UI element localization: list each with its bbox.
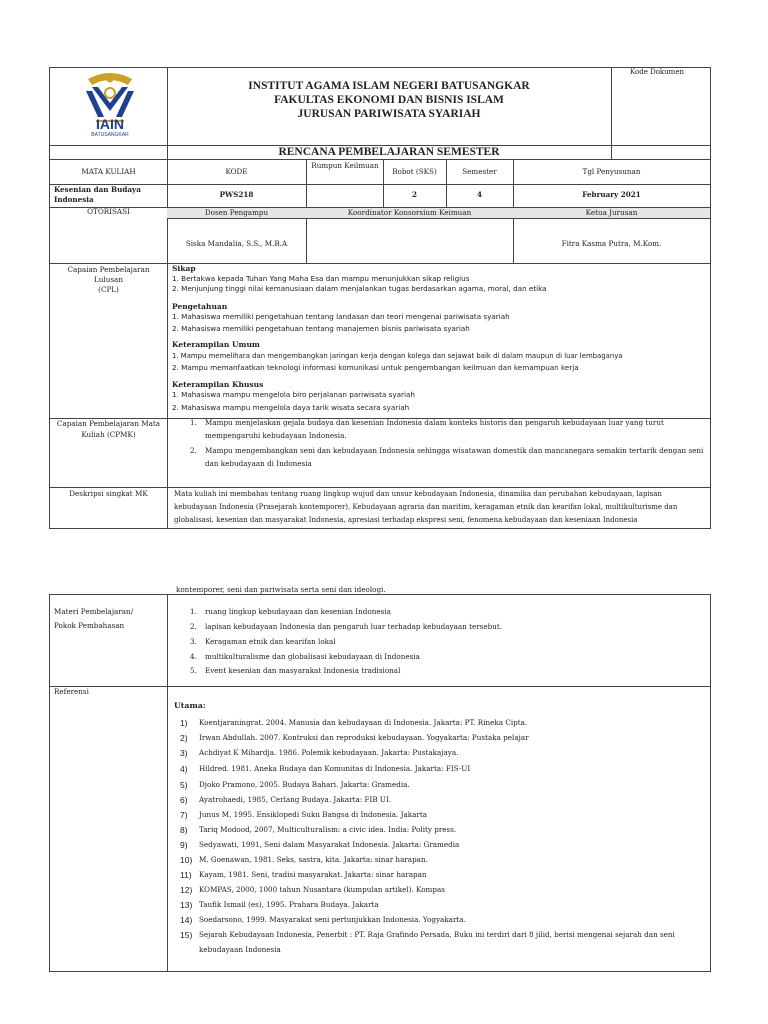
ref-4-num: 4) xyxy=(180,764,188,774)
ref-9-text: Sedyawati, 1991, Seni dalam Masyarakat Indonesia. Jakarta: Gramedia xyxy=(199,840,460,849)
materi-1-text: ruang lingkup kebudayaan dan kesenian Indonesia xyxy=(205,607,391,616)
materi-5-text: Event kesenian dan masyarakat Indonesia tradisional xyxy=(205,666,401,675)
ref-15-text-1: Sejarah Kebudayaan Indonesia, Penerbit : PT. Raja Grafindo Persada, Buku ini terdiri dari 8 jilid, berisi mengenai sejarah dan seni xyxy=(199,930,675,939)
course-code: PWS218 xyxy=(219,190,254,199)
ref-14-num: 14) xyxy=(180,915,193,925)
th-bobot: Bobot (SKS) xyxy=(392,167,437,176)
th-semester: Semester xyxy=(462,167,497,176)
page-2 xyxy=(49,594,711,972)
deskripsi-line-1: Mata kuliah ini membahas tentang ruang lingkup wujud dan unsur kebudayaan Indonesia, dinamika dan perubahan kebudayaan, lapisan xyxy=(174,490,662,498)
name-dosen: Siska Mandalia, S.S., M.B.A xyxy=(185,239,288,248)
ref-2-num: 2) xyxy=(180,733,188,743)
materi-2-num: 2. xyxy=(190,622,197,631)
ref-1-text: Koentjaraningrat. 2004. Manusia dan kebudayaan di Indonesia. Jakarta: PT. Rineka Cipta. xyxy=(199,718,528,727)
materi-4-text: multikulturalisme dan globalisasi kebudayaan di Indonesia xyxy=(205,652,420,661)
ref-6-text: Ayatrohaedi, 1985, Cerlang Budaya. Jakarta: FIB UI. xyxy=(199,795,392,804)
ref-7-text: Junus M, 1995. Ensiklopedi Suku Bangsa di Indonesia. Jakarta xyxy=(199,810,428,819)
th-kode: KODE xyxy=(225,167,248,176)
course-sks: 2 xyxy=(411,190,417,199)
deskripsi-line-3: globalisasi, kesenian dan masyarakat Indonesia, apresiasi terhadap ekspresi seni, fenomena kebudayaan dan keseniaan Indonesia xyxy=(174,516,638,524)
page-1 xyxy=(49,67,711,529)
cpl-sikap-1: 1. Bertakwa kepada Tuhan Yang Maha Esa dan mampu menunjukkan sikap religius xyxy=(172,274,470,283)
course-name: Kesenian dan Budaya Indonesia xyxy=(54,185,141,204)
referensi-label: Referensi xyxy=(54,687,89,696)
cpl-sikap-title: Sikap xyxy=(172,264,196,273)
ref-10-text: M. Goenawan, 1981. Seks, sastra, kita. Jakarta: sinar harapan. xyxy=(199,855,428,864)
ref-3-num: 3) xyxy=(180,748,188,758)
kode-dokumen-label: Kode Dokumen xyxy=(630,68,684,76)
ref-5-num: 5) xyxy=(180,780,188,790)
th-mata-kuliah: MATA KULIAH xyxy=(81,167,136,176)
cpmk-1-num: 1. xyxy=(190,418,197,427)
document-title: RENCANA PEMBELAJARAN SEMESTER xyxy=(278,146,500,158)
ref-8-text: Tariq Modood, 2007, Multiculturalism: a civic idea. India: Polity press. xyxy=(199,825,457,834)
ref-1-num: 1) xyxy=(180,718,188,728)
course-semester: 4 xyxy=(476,190,482,199)
materi-3-text: Keragaman etnik dan kearifan lokal xyxy=(205,637,336,646)
ref-12-text: KOMPAS, 2000, 1000 tahun Nusantara (kumpulan artikel). Kompas xyxy=(199,885,445,894)
role-dosen: Dosen Pengampu xyxy=(204,208,269,217)
th-tgl: Tgl Penyusunan xyxy=(582,167,641,176)
cpl-label-2: Lulusan xyxy=(94,275,123,284)
role-ketua: Ketua Jurusan xyxy=(585,208,638,217)
role-koordinator: Koordinator Konsorsium Keimuan xyxy=(347,208,472,217)
materi-1-num: 1. xyxy=(190,607,197,616)
cpl-ket-khusus-1: 1. Mahasiswa mampu mengelola biro perjalanan pariwisata syariah xyxy=(172,390,415,399)
materi-label-2: Pokok Pembahasan xyxy=(54,621,125,630)
ref-3-text: Achdiyat K Mihardja. 1986. Polemik kebudayaan. Jakarta: Pustakajaya. xyxy=(199,748,459,757)
ref-2-text: Irwan Abdullah. 2007. Kontruksi dan reproduksi kebudayaan. Yogyakarta: Pustaka pelajar xyxy=(199,733,529,742)
cpmk-label-1: Capaian Pembelajaran Mata xyxy=(56,419,161,428)
cpl-ket-umum-1: 1. Mampu memelihara dan mengembangkan jaringan kerja dengan kolega dan sejawat baik di dalam maupun di luar lembaganya xyxy=(172,352,623,360)
faculty-name: FAKULTAS EKONOMI DAN BISNIS ISLAM xyxy=(274,94,504,106)
cpmk-label-2: Kuliah (CPMK) xyxy=(81,430,136,439)
ref-11-num: 11) xyxy=(180,870,192,880)
materi-4-num: 4. xyxy=(190,652,197,661)
iain-logo xyxy=(78,71,142,143)
cpmk-1-line-2: mempengaruhi kebudayaan Indonesia. xyxy=(205,431,347,440)
ref-9-num: 9) xyxy=(180,840,188,850)
otorisasi-label: OTORISASI xyxy=(87,207,130,216)
materi-2-text: lapisan kebudayaan Indonesia dan pengaruh luar terhadap kebudayaan tersebut. xyxy=(205,622,503,631)
cpl-sikap-2: 2. Menjunjung tinggi nilai kemanusiaan dalam menjalankan tugas berdasarkan agama, moral, dan etika xyxy=(172,284,547,293)
cpmk-1-line-1: Mampu menjelaskan gejala budaya dan kesenian Indonesia dalam konteks historis dan pengaruh kebudayaan luar yang turut xyxy=(205,418,664,427)
ref-8-num: 8) xyxy=(180,825,188,835)
department-name: JURUSAN PARIWISATA SYARIAH xyxy=(297,108,481,120)
name-ketua: Fitra Kasma Putra, M.Kom. xyxy=(561,239,662,248)
deskripsi-line-2: kebudayaan Indonesia (Prasejarah kontemporer), Kebudayaan agraria dan maritim, keragaman etnik dan kearifan lokal, multikulturisme dan xyxy=(174,503,678,511)
ref-11-text: Kayam, 1981. Seni, tradisi masyarakat. Jakarta: sinar harapan xyxy=(199,870,427,879)
th-rumpun: Rumpun Keilmuan xyxy=(311,161,379,170)
cpl-ket-umum-title: Keterampilan Umum xyxy=(172,340,260,349)
materi-label-1: Materi Pembelajaran/ xyxy=(54,607,134,616)
deskripsi-label: Deskripsi singkat MK xyxy=(69,489,148,498)
cpl-pengetahuan-2: 2. Mahasiswa memiliki pengetahuan tentang manajemen bisnis pariwisata syariah xyxy=(172,324,470,333)
course-date: February 2021 xyxy=(582,190,641,199)
deskripsi-continuation: kontemporer, seni dan pariwisata serta seni dan ideologi. xyxy=(176,585,386,594)
ref-13-num: 13) xyxy=(180,900,193,910)
logo-subtext: BATUSANGKAR xyxy=(91,132,129,138)
ref-14-text: Soedarsono, 1999. Masyarakat seni pertunjukkan Indonesia. Yogyakarta. xyxy=(199,915,466,924)
cpl-pengetahuan-title: Pengetahuan xyxy=(172,302,228,311)
cpl-ket-umum-2: 2. Mampu memanfaatkan teknologi informasi komunikasi untuk pengembangan keilmuan dan kemampuan kerja xyxy=(172,363,579,372)
cpmk-2-line-2: dan kebudayaan di Indonesia xyxy=(205,459,312,468)
cpl-ket-khusus-2: 2. Mahasiswa mampu mengelola daya tarik wisata secara syariah xyxy=(172,403,410,412)
ref-4-text: Hildred. 1981. Aneka Budaya dan Komunitas di Indonesia. Jakarta: FIS-UI xyxy=(199,764,471,773)
cpl-pengetahuan-1: 1. Mahasiswa memiliki pengetahuan tentang landasan dan teori mengenai pariwisata syariah xyxy=(172,312,510,321)
ref-10-num: 10) xyxy=(180,855,193,865)
ref-6-num: 6) xyxy=(180,795,188,805)
logo-text: IAIN xyxy=(96,116,124,132)
institution-name: INSTITUT AGAMA ISLAM NEGERI BATUSANGKAR xyxy=(248,80,530,92)
cpl-label-3: (CPL) xyxy=(98,285,119,294)
materi-5-num: 5. xyxy=(190,666,197,675)
cpl-label-1: Capaian Pembelajaran xyxy=(67,265,150,274)
ref-12-num: 12) xyxy=(180,885,193,895)
cpl-ket-khusus-title: Keterampilan Khusus xyxy=(172,380,264,389)
materi-3-num: 3. xyxy=(190,637,197,646)
ref-15-num: 15) xyxy=(180,930,193,940)
referensi-heading: Utama: xyxy=(174,701,206,710)
ref-15-text-2: kebudayaan Indonesia xyxy=(199,945,281,954)
cpmk-2-num: 2. xyxy=(190,446,197,455)
ref-7-num: 7) xyxy=(180,810,188,820)
ref-5-text: Djoko Pramono, 2005. Budaya Bahari. Jakarta: Gramedia. xyxy=(199,780,410,789)
ref-13-text: Taufik Ismail (es), 1995. Prahara Budaya. Jakarta xyxy=(199,900,379,909)
cpmk-2-line-1: Mampu mengembangkan seni dan kebudayaan Indonesia sehingga wisatawan domestik dan mancanegara semakin tertarik dengan seni xyxy=(205,446,704,455)
